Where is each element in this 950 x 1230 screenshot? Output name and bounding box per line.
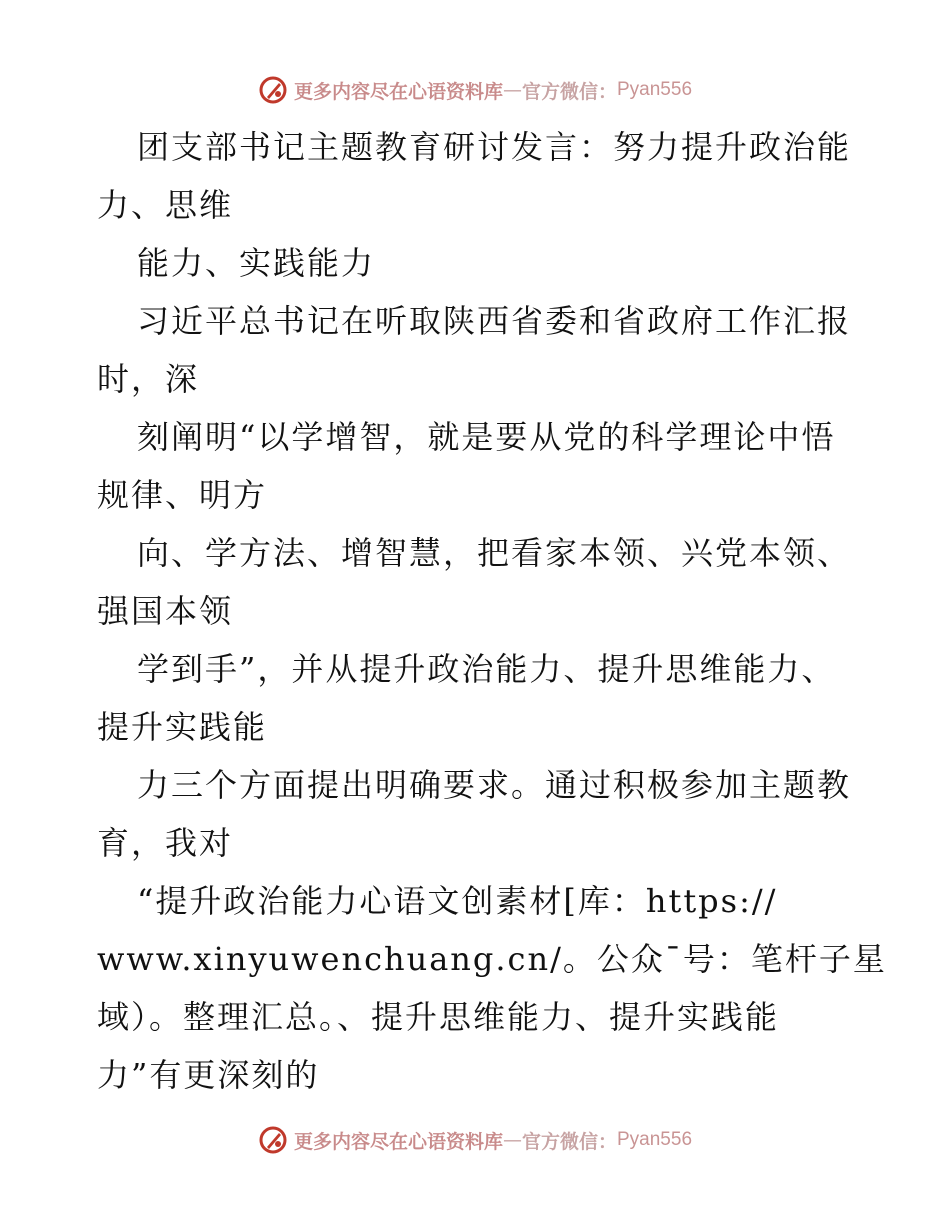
banner-main-text: 更多内容尽在心语资料库 <box>293 1130 503 1153</box>
text-line: 力三个方面提出明确要求。通过积极参加主题教 <box>137 766 852 804</box>
text-line: 育，我对 <box>97 824 234 862</box>
text-line: 团支部书记主题教育研讨发言：努力提升政治能 <box>137 128 852 166</box>
banner-main-text: 更多内容尽在心语资料库 <box>293 80 503 103</box>
text-line: 强国本领 <box>97 592 234 630</box>
text-line: “提升政治能力心语文创素材[库：https:// <box>137 882 778 920</box>
text-line: 时，深 <box>97 360 200 398</box>
text-line: 向、学方法、增智慧，把看家本领、兴党本领、 <box>137 534 852 572</box>
text-line: 刻阐明“以学增智，就是要从党的科学理论中悟 <box>137 418 836 456</box>
text-line: 力”有更深刻的 <box>97 1056 320 1094</box>
text-line: 习近平总书记在听取陕西省委和省政府工作汇报 <box>137 302 852 340</box>
text-line: www.xinyuwenchuang.cn/。公众¯号：笔杆子星 <box>97 940 887 978</box>
banner-wechat-id: Pyan556 <box>617 1129 693 1150</box>
text-line: 能力、实践能力 <box>137 244 376 282</box>
quill-logo-icon <box>258 75 288 105</box>
banner-wechat-id: Pyan556 <box>617 79 693 100</box>
header-banner <box>0 72 950 108</box>
text-line: 提升实践能 <box>97 708 268 746</box>
quill-logo-icon <box>258 1125 288 1155</box>
banner-wechat-label: 官方微信： <box>521 80 617 103</box>
banner-separator: — <box>502 79 522 101</box>
banner-wechat-label: 官方微信： <box>521 1130 617 1153</box>
text-line: 规律、明方 <box>97 476 268 514</box>
footer-banner <box>0 1122 950 1158</box>
text-line: 力、思维 <box>97 186 234 224</box>
banner-separator: — <box>502 1129 522 1151</box>
document-body <box>97 118 887 1104</box>
text-line: 学到手”，并从提升政治能力、提升思维能力、 <box>137 650 836 688</box>
text-line: 域）。整理汇总。、提升思维能力、提升实践能 <box>97 998 780 1036</box>
